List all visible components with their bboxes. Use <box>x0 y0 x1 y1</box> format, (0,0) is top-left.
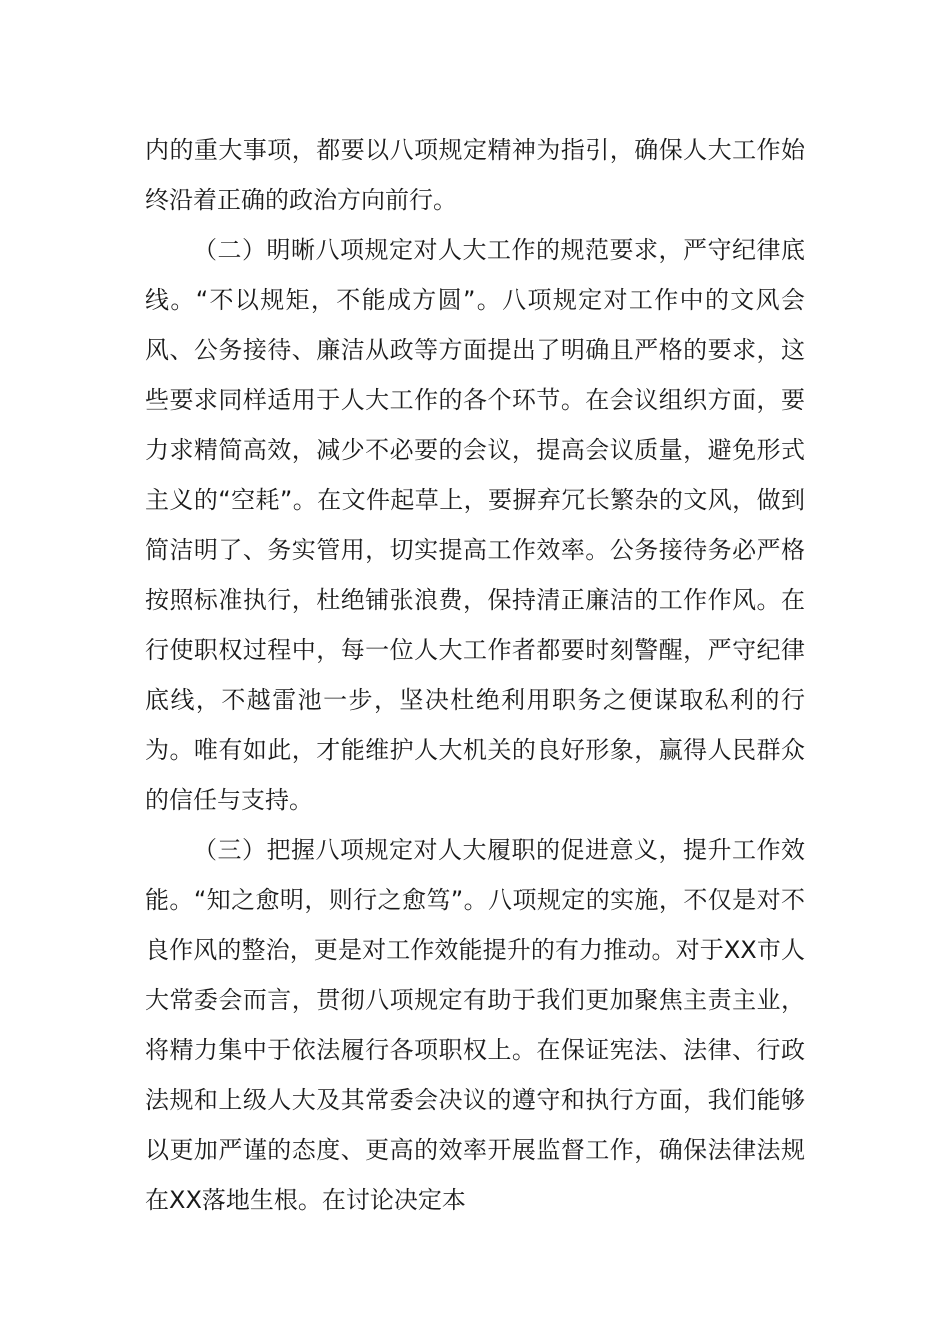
paragraph-continuation: 内的重大事项，都要以八项规定精神为指引，确保人大工作始终沿着正确的政治方向前行。 <box>145 136 805 214</box>
paragraph-section-three: （三）把握八项规定对人大履职的促进意义，提升工作效能。“知之愈明，则行之愈笃”。八项规定的实施，不仅是对不良作风的整治，更是对工作效能提升的有力推动。对于XX市人大常委会而言，贯彻八项规定有助于我们更加聚焦主责主业，将精力集中于依法履行各项职权上。在保证宪法、法律、行政法规和上级人大及其常委会决议的遵守和执行方面，我们能够以更加严谨的态度、更高的效率开展监督工作，确保法律法规在XX落地生根。在讨论决定本 <box>145 836 805 1214</box>
document-body <box>145 125 805 1225</box>
paragraph-section-two: （二）明晰八项规定对人大工作的规范要求，严守纪律底线。“不以规矩，不能成方圆”。八项规定对工作中的文风会风、公务接待、廉洁从政等方面提出了明确且严格的要求，这些要求同样适用于人大工作的各个环节。在会议组织方面，要力求精简高效，减少不必要的会议，提高会议质量，避免形式主义的“空耗”。在文件起草上，要摒弃冗长繁杂的文风，做到简洁明了、务实管用，切实提高工作效率。公务接待务必严格按照标准执行，杜绝铺张浪费，保持清正廉洁的工作作风。在行使职权过程中，每一位人大工作者都要时刻警醒，严守纪律底线，不越雷池一步，坚决杜绝利用职务之便谋取私利的行为。唯有如此，才能维护人大机关的良好形象，赢得人民群众的信任与支持。 <box>145 236 805 814</box>
